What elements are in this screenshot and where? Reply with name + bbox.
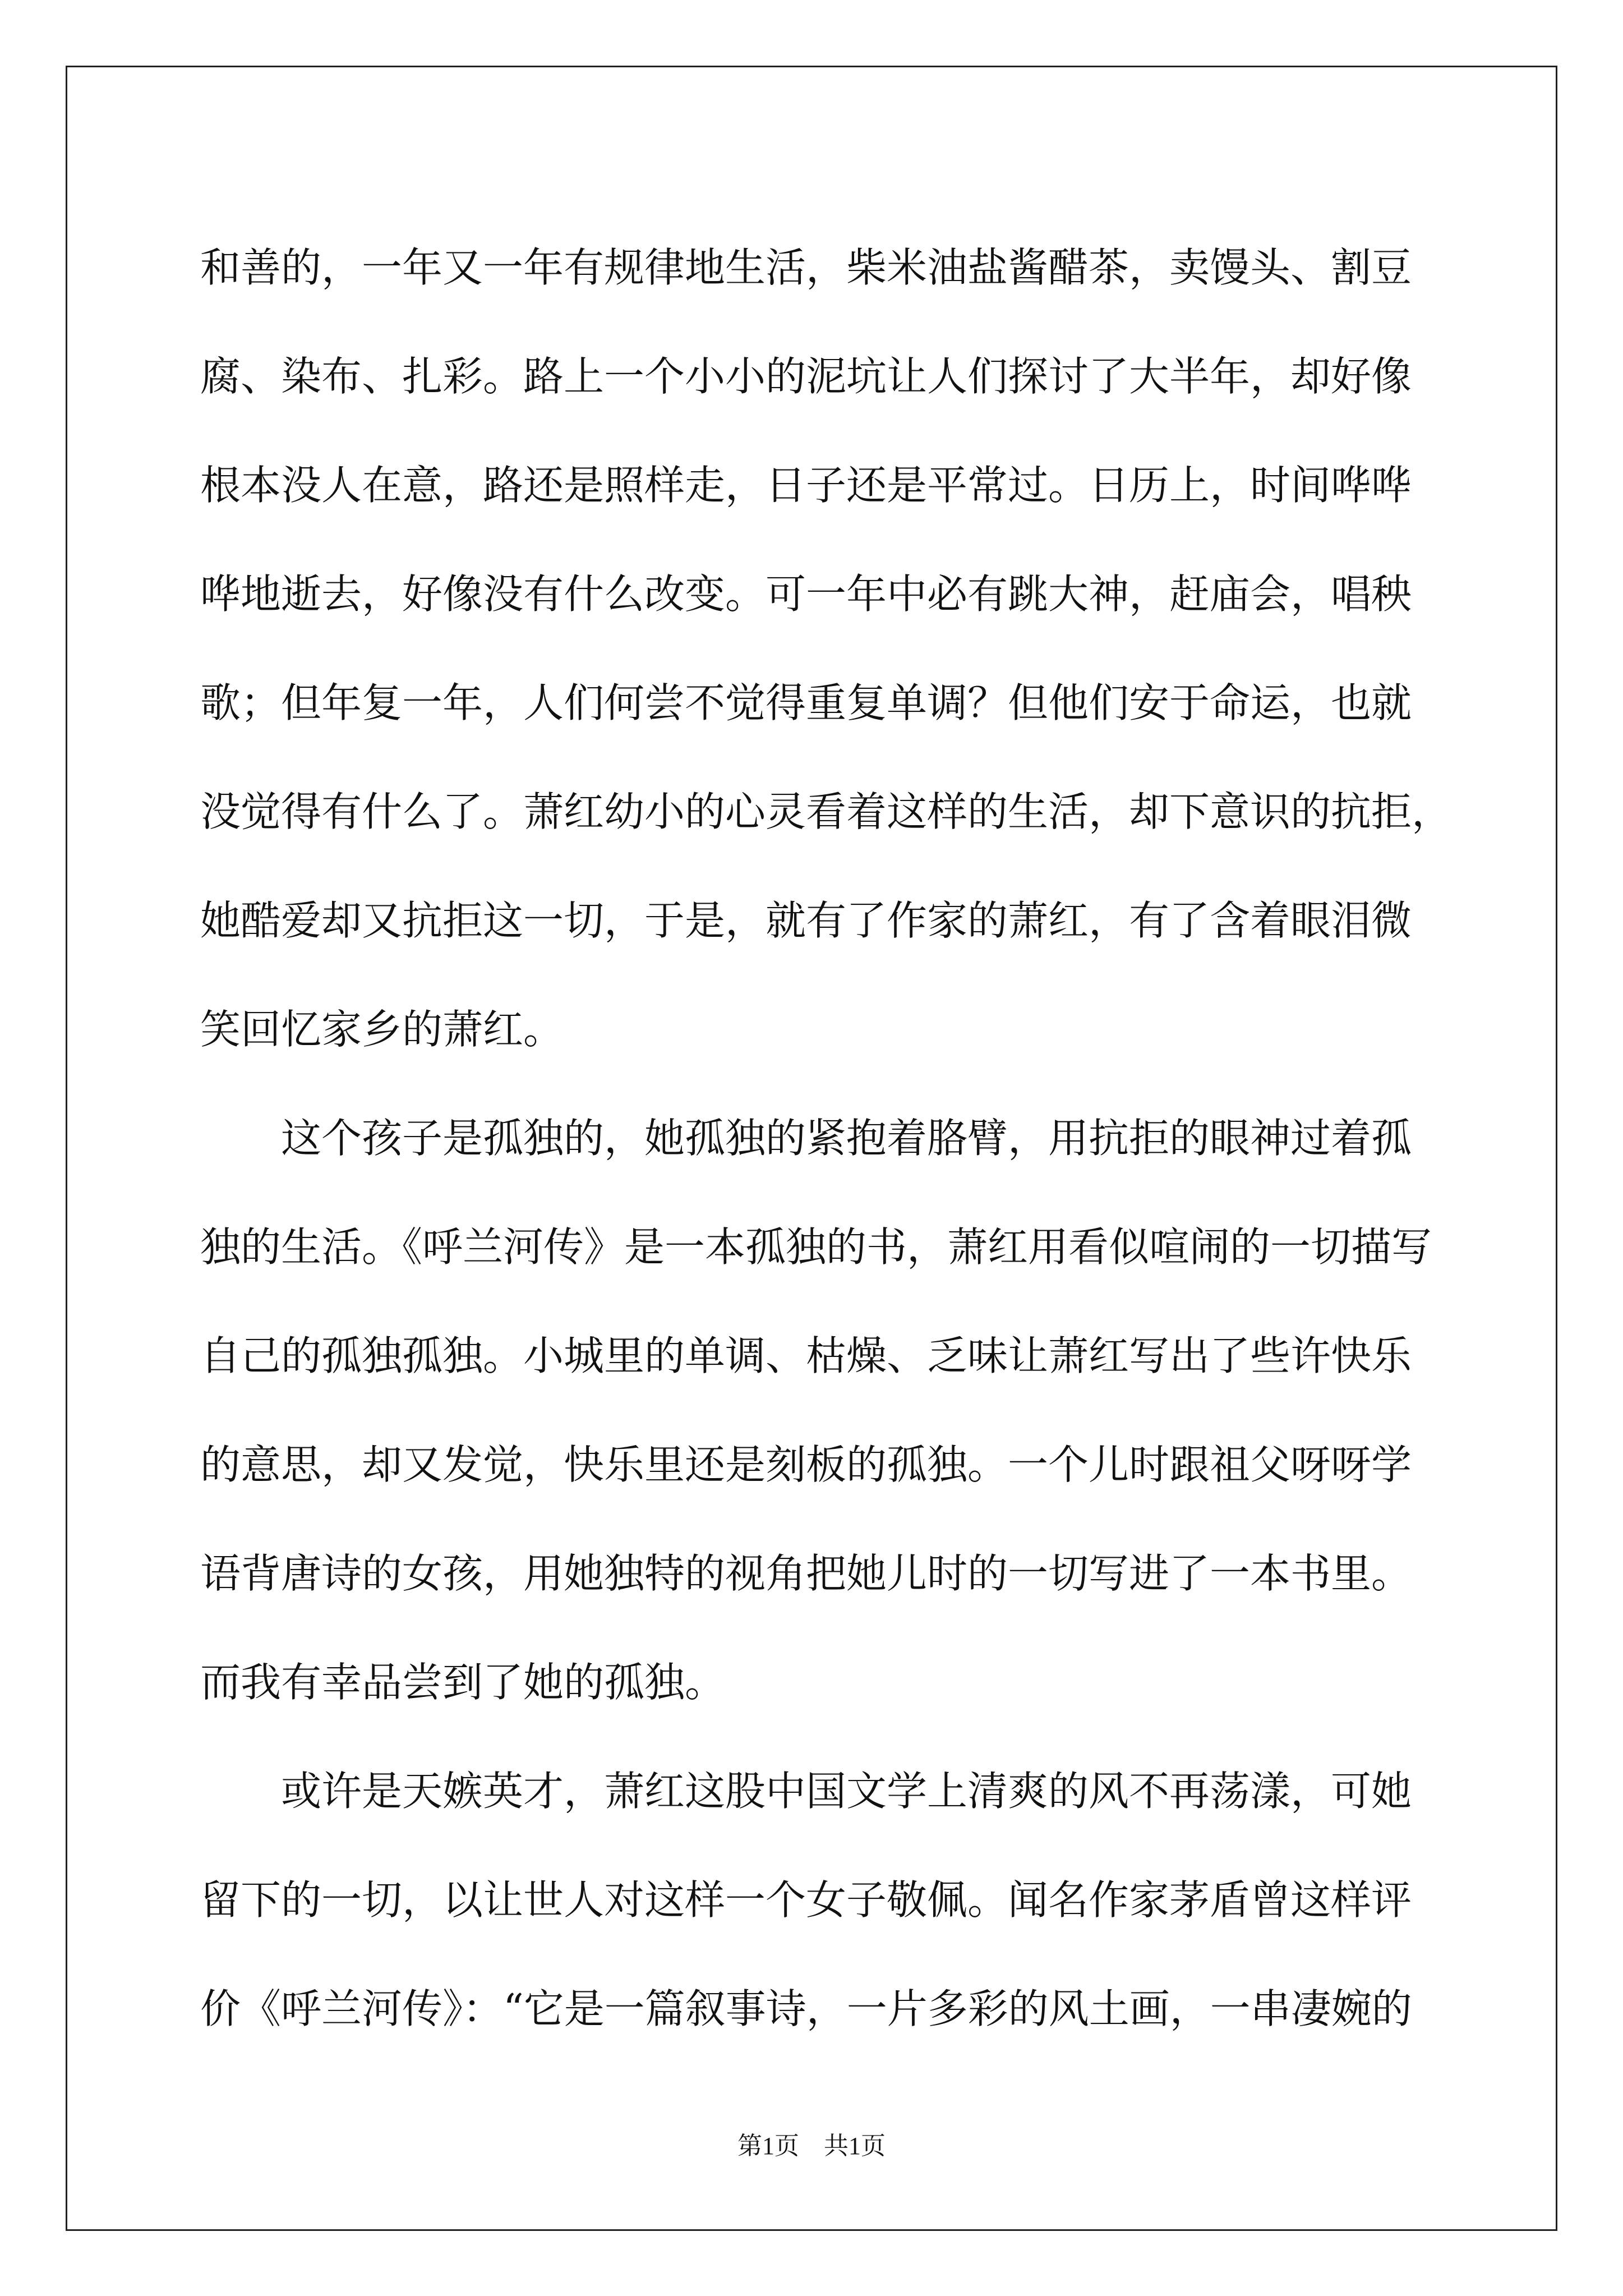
document-body [200, 213, 1453, 2063]
page-number-footer: 第1页 共1页 [737, 2132, 886, 2160]
paragraph-start-line: 或许是天嫉英才，萧红这股中国文学上清爽的风不再荡漾，可她 [281, 1768, 1412, 1815]
text-line: 和善的，一年又一年有规律地生活，柴米油盐酱醋茶，卖馒头、割豆 [200, 244, 1412, 291]
text-line: 自己的孤独孤独。小城里的单调、枯燥、乏味让萧红写出了些许快乐 [200, 1332, 1412, 1379]
text-line: 语背唐诗的女孩，用她独特的视角把她儿时的一切写进了一本书里。 [200, 1550, 1412, 1597]
text-line: 的意思，却又发觉，快乐里还是刻板的孤独。一个儿时跟祖父呀呀学 [200, 1441, 1412, 1488]
text-line: 留下的一切，以让世人对这样一个女子敬佩。闻名作家茅盾曾这样评 [200, 1876, 1412, 1924]
text-line: 笑回忆家乡的萧红。 [200, 1006, 564, 1053]
text-line: 哗地逝去，好像没有什么改变。可一年中必有跳大神，赶庙会，唱秧 [200, 570, 1412, 618]
text-line: 独的生活。《呼兰河传》是一本孤独的书，萧红用看似喧闹的一切描写 [200, 1223, 1432, 1271]
text-line: 根本没人在意，路还是照样走，日子还是平常过。日历上，时间哗哗 [200, 462, 1412, 509]
text-line: 而我有幸品尝到了她的孤独。 [200, 1659, 726, 1706]
text-line: 歌；但年复一年，人们何尝不觉得重复单调？但他们安于命运，也就 [200, 679, 1412, 726]
text-line: 她酷爱却又抗拒这一切，于是，就有了作家的萧红，有了含着眼泪微 [200, 897, 1412, 944]
text-line: 没觉得有什么了。萧红幼小的心灵看着这样的生活，却下意识的抗拒， [200, 788, 1453, 835]
text-line: 腐、染布、扎彩。路上一个小小的泥坑让人们探讨了大半年，却好像 [200, 353, 1412, 400]
paragraph-start-line: 这个孩子是孤独的，她孤独的紧抱着胳臂，用抗拒的眼神过着孤 [281, 1115, 1412, 1162]
text-line: 价《呼兰河传》：“它是一篇叙事诗，一片多彩的风土画，一串凄婉的 [200, 1985, 1412, 2032]
